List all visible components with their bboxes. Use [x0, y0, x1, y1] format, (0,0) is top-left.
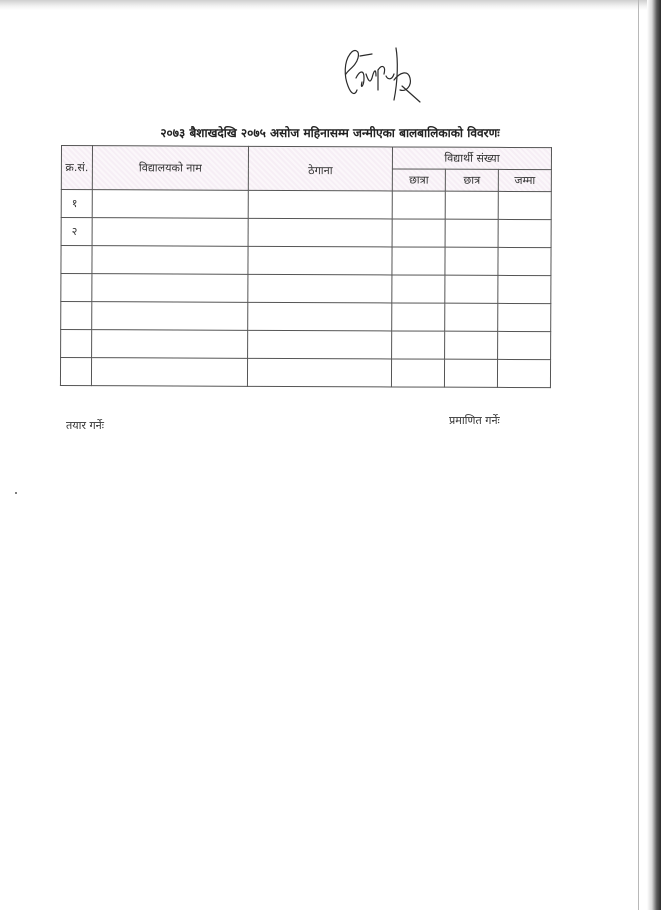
cell-address — [248, 190, 392, 219]
header-address: ठेगाना — [248, 146, 392, 191]
cell-girls — [392, 191, 445, 219]
cell-total — [498, 275, 551, 303]
cell-address — [248, 274, 392, 303]
table-row — [61, 218, 551, 248]
cell-serial — [61, 330, 92, 358]
scan-top-edge — [0, 0, 661, 10]
scan-margin-line — [638, 0, 639, 910]
header-serial: क्र.सं. — [61, 146, 92, 190]
cell-address — [248, 330, 392, 359]
table-row — [61, 302, 551, 332]
cell-school-name — [92, 190, 248, 219]
document-title: २०७३ बैशाखदेखि २०७५ असोज महिनासम्म जन्मीएका बालबालिकाको विवरणः — [160, 126, 500, 140]
cell-serial: १ — [61, 190, 92, 218]
cell-school-name — [92, 330, 248, 359]
cell-total — [497, 359, 550, 387]
cell-boys — [445, 331, 498, 359]
table-row — [61, 330, 551, 360]
header-boys: छात्र — [445, 169, 498, 191]
cell-girls — [391, 359, 444, 387]
approved-by-label: प्रमाणित गर्नेः — [449, 414, 500, 427]
cell-school-name — [92, 246, 248, 275]
cell-school-name — [92, 302, 248, 331]
cell-girls — [392, 303, 445, 331]
header-school-name: विद्यालयको नाम — [92, 146, 248, 191]
cell-girls — [392, 331, 445, 359]
cell-total — [498, 303, 551, 331]
cell-girls — [392, 219, 445, 247]
cell-girls — [392, 275, 445, 303]
scan-right-edge — [647, 0, 661, 910]
cell-address — [248, 218, 392, 247]
table-row — [61, 246, 551, 276]
cell-boys — [445, 275, 498, 303]
table-row — [61, 190, 551, 220]
header-student-count: विद्यार्थी संख्या — [392, 147, 551, 170]
cell-serial — [61, 246, 92, 274]
table-row — [61, 274, 551, 304]
cell-boys — [445, 303, 498, 331]
records-table-wrapper — [60, 145, 552, 388]
cell-girls — [392, 247, 445, 275]
cell-total — [498, 219, 551, 247]
header-girls: छात्रा — [392, 169, 445, 191]
prepared-by-label: तयार गर्नेः — [66, 419, 105, 432]
cell-total — [498, 331, 551, 359]
scan-speck — [15, 492, 17, 494]
cell-total — [498, 191, 551, 219]
cell-boys — [445, 219, 498, 247]
table-row — [60, 358, 550, 388]
signature — [336, 40, 426, 110]
header-total: जम्मा — [498, 169, 551, 191]
cell-total — [498, 247, 551, 275]
cell-serial — [61, 302, 92, 330]
cell-address — [247, 358, 391, 387]
cell-boys — [444, 359, 497, 387]
cell-serial: २ — [61, 218, 92, 246]
cell-boys — [445, 191, 498, 219]
cell-serial — [61, 274, 92, 302]
cell-school-name — [92, 218, 248, 247]
cell-serial — [60, 358, 91, 386]
cell-school-name — [91, 358, 247, 387]
cell-address — [248, 246, 392, 275]
cell-boys — [445, 247, 498, 275]
cell-address — [248, 302, 392, 331]
cell-school-name — [92, 274, 248, 303]
records-table — [60, 145, 552, 388]
